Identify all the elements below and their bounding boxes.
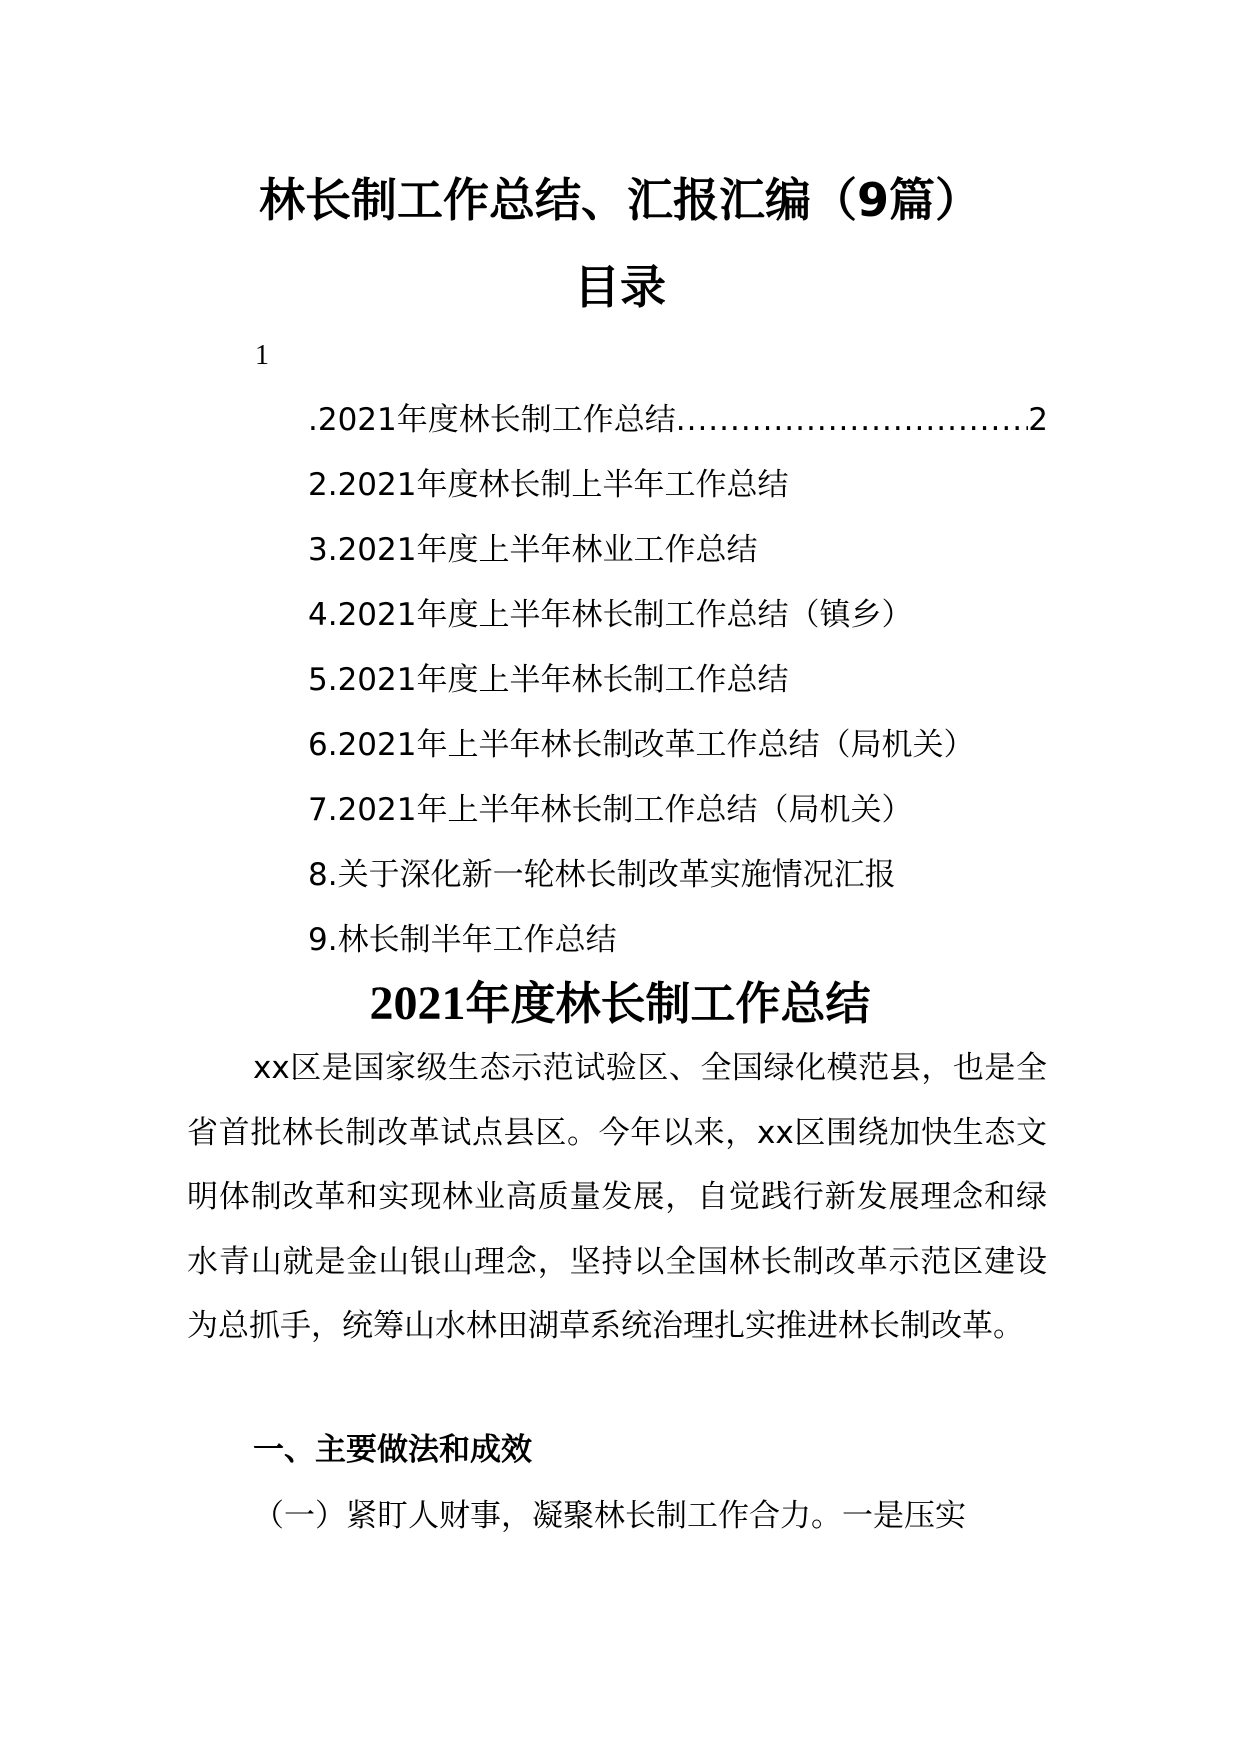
- subheading-main-practices: 一、主要做法和成效: [253, 1432, 532, 1468]
- toc-stray-number: 1: [255, 340, 269, 371]
- toc-item-4[interactable]: 4.2021年度上半年林长制工作总结（镇乡）: [308, 597, 913, 633]
- toc-item-6[interactable]: 6.2021年上半年林长制改革工作总结（局机关）: [308, 727, 975, 763]
- toc-item-5[interactable]: 5.2021年度上半年林长制工作总结: [308, 662, 789, 698]
- toc-leader-dots: [676, 398, 1029, 463]
- toc-item-3[interactable]: 3.2021年度上半年林业工作总结: [308, 532, 758, 568]
- toc-item-7[interactable]: 7.2021年上半年林长制工作总结（局机关）: [308, 792, 913, 828]
- section-title-text: 年度林长制工作总结: [465, 977, 871, 1030]
- body-paragraph-2: （一）紧盯人财事，凝聚林长制工作合力。一是压实: [253, 1498, 966, 1534]
- section-title: [0, 972, 1240, 1036]
- toc-item-label: .2021年度林长制工作总结: [308, 402, 676, 438]
- table-of-contents: [308, 398, 1048, 983]
- section-title-year: 2021: [369, 977, 466, 1030]
- toc-item-9[interactable]: 9.林长制半年工作总结: [308, 922, 617, 958]
- toc-item-page: 2: [1028, 402, 1048, 438]
- document-title: 林长制工作总结、汇报汇编（9篇）: [258, 173, 981, 227]
- toc-item-2[interactable]: 2.2021年度林长制上半年工作总结: [308, 467, 789, 503]
- body-paragraph-1: xx区是国家级生态示范试验区、全国绿化模范县，也是全省首批林长制改革试点县区。今年以来，xx区围绕加快生态文明体制改革和实现林业高质量发展，自觉践行新发展理念和绿水青山就是金山银山理念，坚持以全国林长制改革示范区建设为总抓手，统筹山水林田湖草系统治理扎实推进林长制改革。: [187, 1050, 1047, 1344]
- toc-item-1[interactable]: [308, 398, 1048, 463]
- toc-item-8[interactable]: 8.关于深化新一轮林长制改革实施情况汇报: [308, 857, 896, 893]
- toc-heading: 目录: [574, 260, 666, 314]
